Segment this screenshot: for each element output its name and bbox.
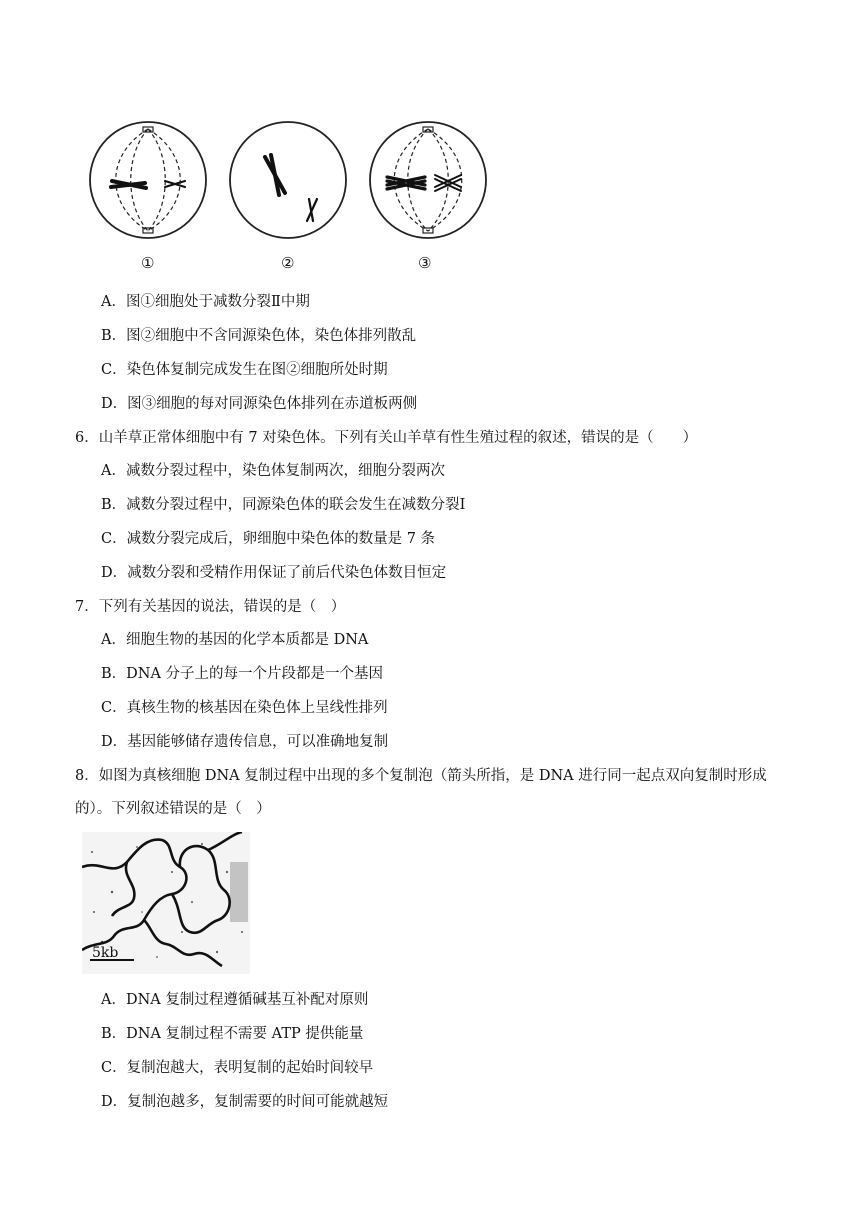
cell-1-diagram — [90, 122, 206, 238]
q7-option-c: C．真核生物的核基因在染色体上呈线性排列 — [101, 700, 388, 716]
q7-option-d: D．基因能够储存遗传信息，可以准确地复制 — [101, 734, 389, 750]
figure-caption-1: ① — [141, 254, 155, 272]
q8-option-b: B．DNA 复制过程不需要 ATP 提供能量 — [101, 1026, 364, 1042]
cell-2-diagram — [230, 122, 346, 238]
q6-option-d: D．减数分裂和受精作用保证了前后代染色体数目恒定 — [101, 565, 447, 581]
q6-stem: 6．山羊草正常体细胞中有 7 对染色体。下列有关山羊草有性生殖过程的叙述，错误的是（ ） — [75, 430, 698, 446]
q8-option-d: D．复制泡越多，复制需要的时间可能就越短 — [101, 1094, 389, 1110]
figure-caption-3: ③ — [418, 254, 432, 272]
q8-stem-line-2: 的）。下列叙述错误的是（ ） — [75, 801, 271, 817]
q7-stem: 7．下列有关基因的说法，错误的是（ ） — [75, 599, 346, 615]
q7-option-a: A．细胞生物的基因的化学本质都是 DNA — [101, 632, 369, 648]
q5-option-c: C．染色体复制完成发生在图②细胞所处时期 — [101, 362, 388, 378]
q6-option-a: A．减数分裂过程中，染色体复制两次，细胞分裂两次 — [101, 463, 445, 479]
dna-replication-bubble-micrograph — [82, 832, 250, 974]
figure-caption-2: ② — [281, 254, 295, 272]
q6-option-c: C．减数分裂完成后，卵细胞中染色体的数量是 7 条 — [101, 531, 436, 547]
q6-option-b: B．减数分裂过程中，同源染色体的联会发生在减数分裂Ⅰ — [101, 497, 466, 513]
q5-option-d: D．图③细胞的每对同源染色体排列在赤道板两侧 — [101, 396, 418, 412]
cell-3-diagram — [370, 122, 486, 238]
q8-option-c: C．复制泡越大，表明复制的起始时间较早 — [101, 1060, 374, 1076]
q8-option-a: A．DNA 复制过程遵循碱基互补配对原则 — [101, 992, 369, 1008]
q7-option-b: B．DNA 分子上的每一个片段都是一个基因 — [101, 666, 384, 682]
scale-bar-label: 5kb — [92, 945, 119, 961]
cell-division-figure — [85, 115, 495, 245]
q5-option-a: A．图①细胞处于减数分裂Ⅱ中期 — [101, 294, 310, 310]
q8-stem-line-1: 8．如图为真核细胞 DNA 复制过程中出现的多个复制泡（箭头所指，是 DNA 进行同一起点双向复制时形成 — [75, 768, 767, 784]
q5-option-b: B．图②细胞中不含同源染色体，染色体排列散乱 — [101, 328, 417, 344]
